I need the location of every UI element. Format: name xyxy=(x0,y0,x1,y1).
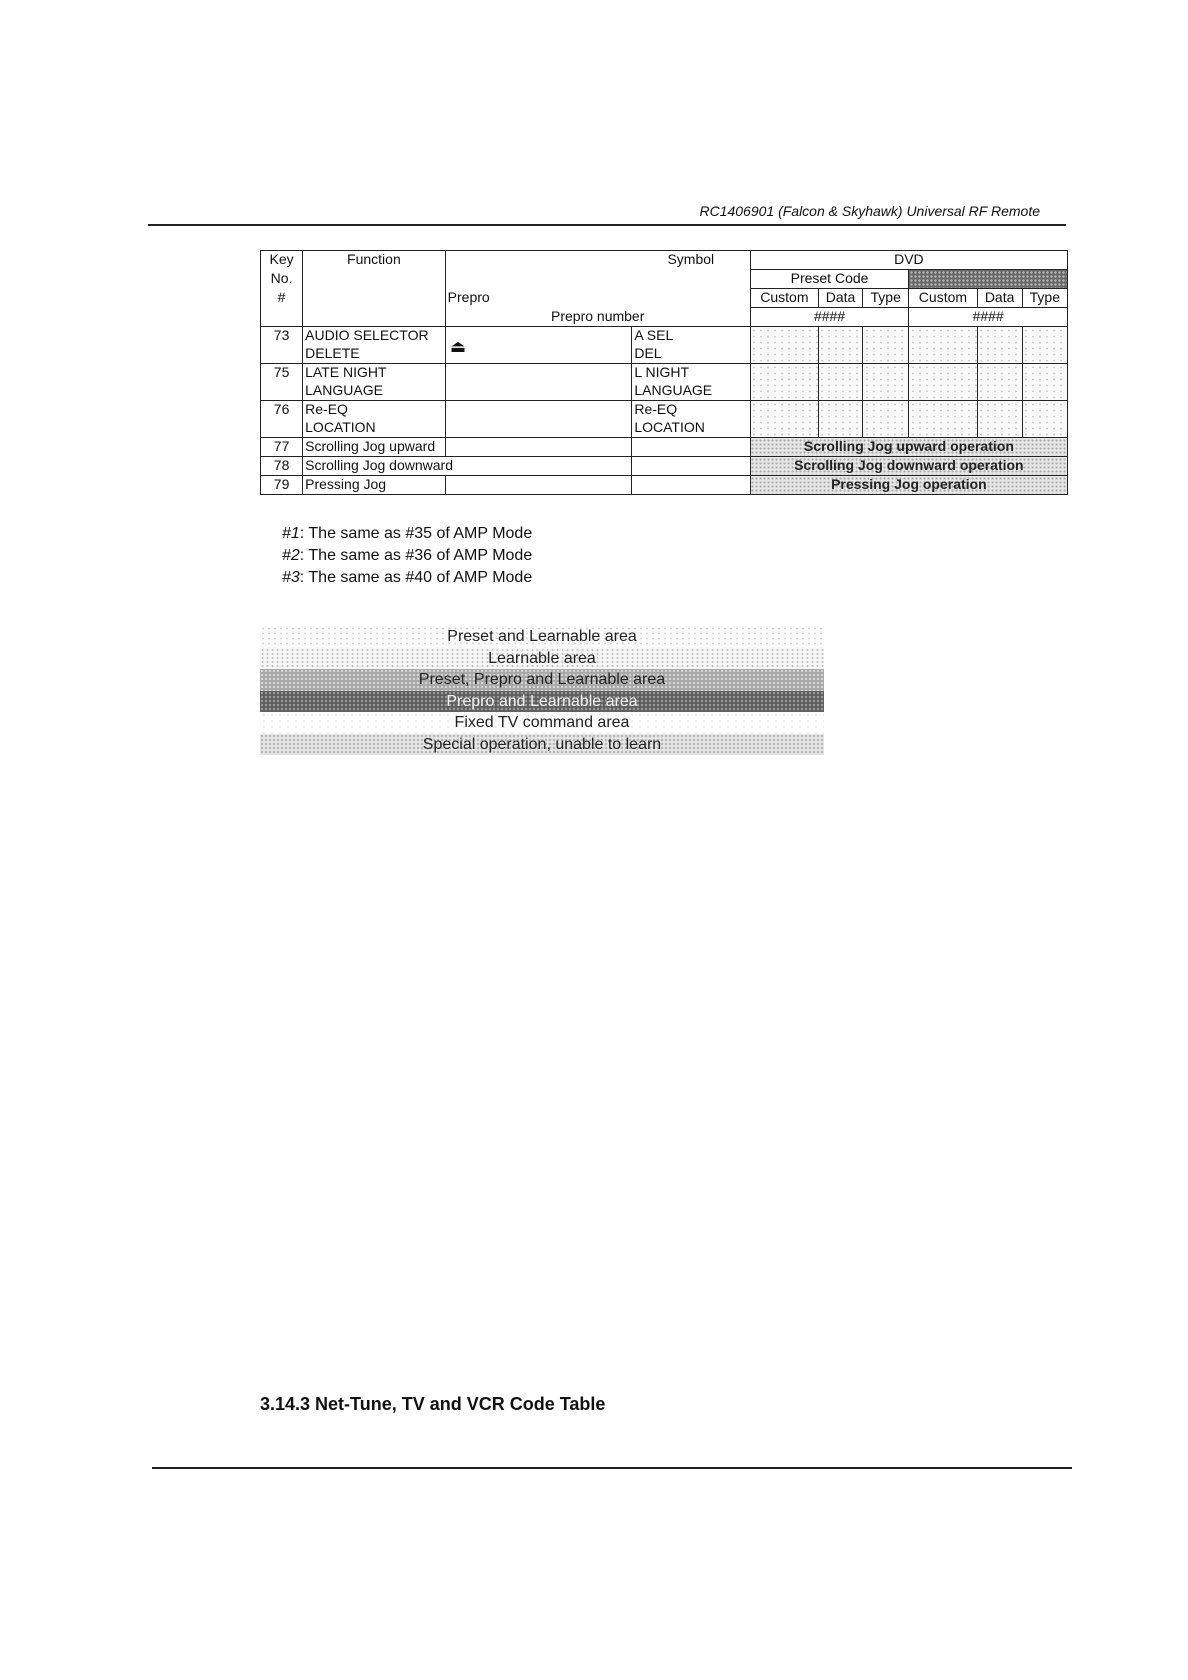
header-custom: Custom xyxy=(750,289,818,308)
function-name: Pressing Jog xyxy=(303,476,446,495)
footnote xyxy=(282,523,532,545)
footnote-tag: #1 xyxy=(282,525,300,542)
legend-item: Prepro and Learnable area xyxy=(260,691,824,713)
header-dvd: DVD xyxy=(750,251,1067,270)
table-row xyxy=(261,327,1068,346)
symbol-label: L NIGHT xyxy=(632,364,750,383)
section-heading: 3.14.3 Net-Tune, TV and VCR Code Table xyxy=(260,1394,606,1414)
table-row xyxy=(261,401,1068,420)
table-row xyxy=(261,364,1068,383)
function-name: DELETE xyxy=(303,345,446,364)
header-key-no: No. xyxy=(261,270,303,289)
table-header-row xyxy=(261,251,1068,270)
table-row xyxy=(261,438,1068,457)
special-operation-band: Pressing Jog operation xyxy=(750,476,1067,495)
header-prepro-number: Prepro number xyxy=(445,308,750,327)
footnote xyxy=(282,545,532,567)
symbol-label: A SEL xyxy=(632,327,750,346)
footnote-text: : The same as #35 of AMP Mode xyxy=(299,525,533,542)
function-name: Re-EQ xyxy=(303,401,446,420)
footnote-tag: #2 xyxy=(282,547,300,564)
header-data: Data xyxy=(818,289,862,308)
special-operation-band: Scrolling Jog upward operation xyxy=(750,438,1067,457)
header-type: Type xyxy=(863,289,909,308)
footer-divider xyxy=(152,1467,1072,1469)
area-legend xyxy=(260,626,824,755)
function-name: Scrolling Jog upward xyxy=(303,438,446,457)
key-number: 79 xyxy=(261,476,303,495)
header-key-hash: # xyxy=(261,289,303,308)
symbol-label: LOCATION xyxy=(632,419,750,438)
header-data-2: Data xyxy=(977,289,1022,308)
key-number: 76 xyxy=(261,401,303,438)
key-number: 77 xyxy=(261,438,303,457)
header-divider xyxy=(148,224,1066,226)
header-symbol: Symbol xyxy=(632,251,750,270)
function-name: AUDIO SELECTOR xyxy=(303,327,446,346)
special-operation-band: Scrolling Jog downward operation xyxy=(750,457,1067,476)
footnote-text: : The same as #36 of AMP Mode xyxy=(299,547,533,564)
legend-item: Fixed TV command area xyxy=(260,712,824,734)
header-shaded-block xyxy=(909,270,1068,289)
footnote-tag: #3 xyxy=(282,569,300,586)
key-code-table xyxy=(260,250,1068,495)
hash-mark-2: #### xyxy=(909,308,1068,327)
table-row xyxy=(261,476,1068,495)
symbol-label: Re-EQ xyxy=(632,401,750,420)
header-custom-2: Custom xyxy=(909,289,977,308)
key-number: 75 xyxy=(261,364,303,401)
footnote xyxy=(282,567,532,589)
symbol-label: LANGUAGE xyxy=(632,382,750,401)
header-key: Key xyxy=(261,251,303,270)
footnotes xyxy=(282,523,532,589)
footnote-text: : The same as #40 of AMP Mode xyxy=(299,569,533,586)
document-title: RC1406901 (Falcon & Skyhawk) Universal RF Remote xyxy=(699,203,1040,219)
function-name: LATE NIGHT xyxy=(303,364,446,383)
table-row xyxy=(261,457,1068,476)
hash-mark: #### xyxy=(750,308,909,327)
function-name: LANGUAGE xyxy=(303,382,446,401)
header-preset-code: Preset Code xyxy=(750,270,909,289)
key-number: 78 xyxy=(261,457,303,476)
legend-item: Preset, Prepro and Learnable area xyxy=(260,669,824,691)
legend-item: Special operation, unable to learn xyxy=(260,734,824,756)
header-type-2: Type xyxy=(1022,289,1067,308)
key-number: 73 xyxy=(261,327,303,364)
header-prepro: Prepro xyxy=(445,289,632,308)
function-name: Scrolling Jog downward xyxy=(303,457,632,476)
legend-item: Learnable area xyxy=(260,648,824,670)
symbol-label: DEL xyxy=(632,345,750,364)
header-function: Function xyxy=(303,251,446,270)
eject-icon: ⏏ xyxy=(450,337,467,356)
legend-item: Preset and Learnable area xyxy=(260,626,824,648)
function-name: LOCATION xyxy=(303,419,446,438)
